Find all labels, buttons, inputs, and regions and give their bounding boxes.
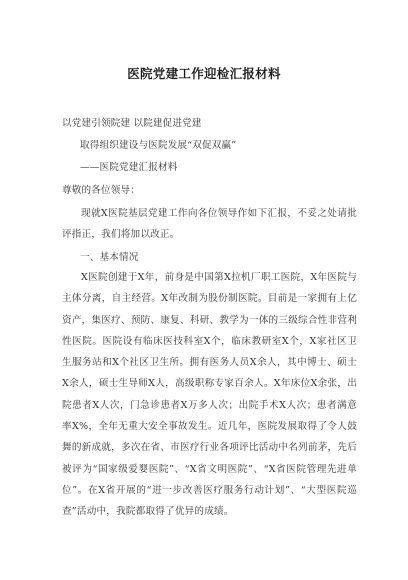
- intro-paragraph-text: 现就X医院基层党建工作向各位领导作如下汇报，不妥之处请批评指正，我们将加以改正。: [62, 208, 357, 241]
- document-title: 医院党建工作迎检汇报材料: [127, 66, 281, 81]
- intro-paragraph: [62, 203, 357, 246]
- basic-info-paragraph: [62, 267, 357, 523]
- byline: ——医院党建汇报材料: [80, 162, 178, 173]
- basic-info-paragraph-text: X医院创建于X年，前身是中国第X拉机厂职工医院，X年医院与主体分离，自主经营。X年改制为股份制医院。目前是一家拥有上亿资产，集医疗、预防、康复、科研、教学为一体的三级综合性非营利性医院。医院设有临床医技科室X个，临床教研室X个，X家社区卫生服务站和X个社区卫生所。拥有医务人员X余人，其中博士、硕士X余人，硕士生导师X人，高级职称专家百余人。X年床位X余张，出院患者X人次，门急诊患者X万多人次；出院手术X人次；患者满意率X%，全年无重大安全事故发生。近几年，医院发展取得了令人鼓舞的新成就，多次在省、市医疗行业各项评比活动中名列前茅，先后被评为“国家级爱婴医院”、“X省文明医院”、“X省医院管理先进单位”。在X省开展的“进一步改善医疗服务行动计划”、“大型医院巡查”活动中，我院都取得了优异的成绩。: [62, 272, 357, 518]
- section-heading: 一、基本情况: [80, 252, 139, 263]
- slogan-line: 以党建引领院建 以院建促进党建: [62, 118, 202, 129]
- subtitle-line: 取得组织建设与医院发展“双促双赢”: [80, 140, 237, 151]
- greeting: 尊敬的各位领导：: [62, 185, 140, 196]
